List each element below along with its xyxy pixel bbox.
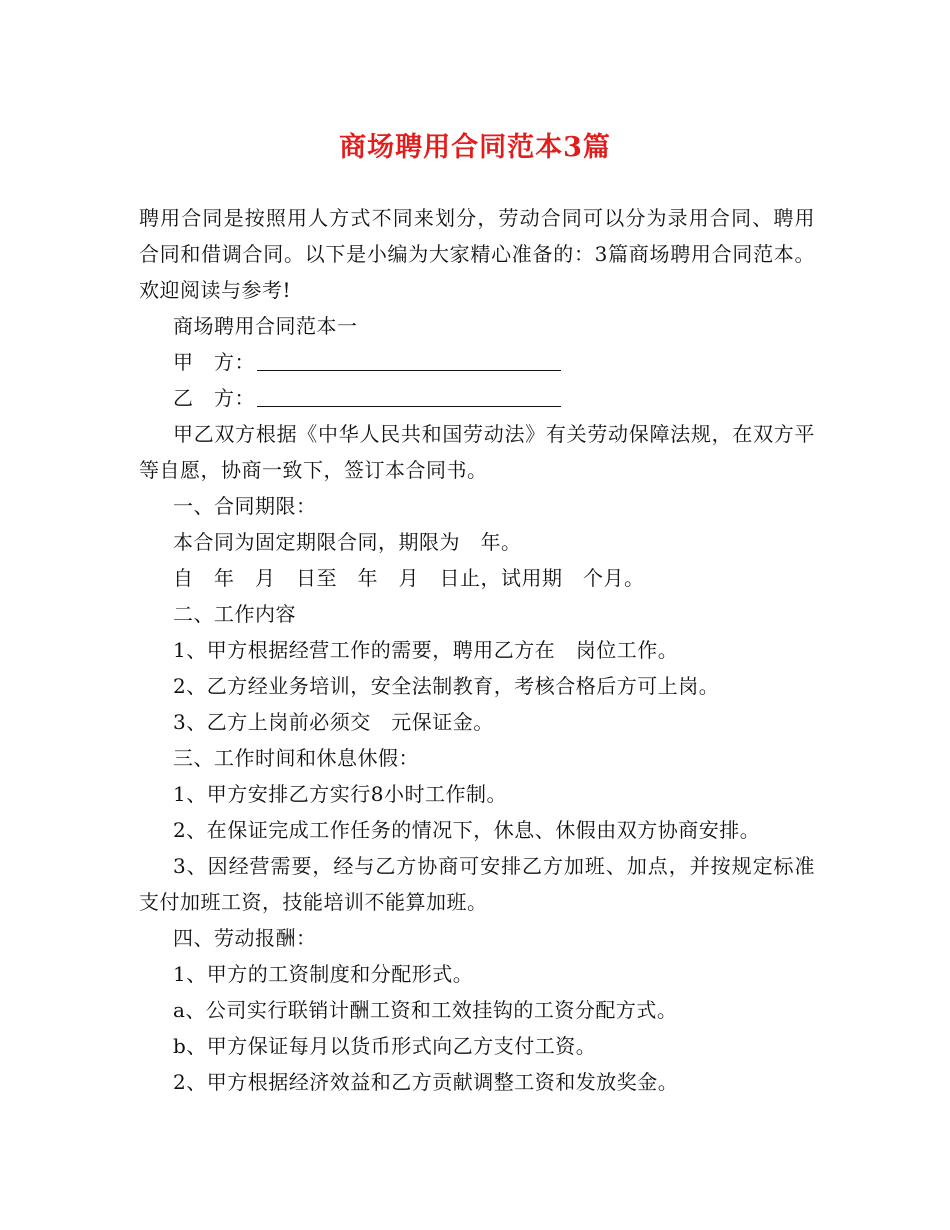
clause-line: 1、甲方的工资制度和分配形式。 [173,962,474,986]
preamble-text: 甲乙双方根据《中华人民共和国劳动法》有关劳动保障法规，在双方平等自愿，协商一致下，签订本合同书。 [139,422,815,482]
clause-line: 自 年 月 日至 年 月 日止，试用期 个月。 [173,566,645,590]
party-b-label: 乙 方： [173,386,255,410]
document-body [139,200,815,1100]
clause-line: 一、合同期限： [173,494,317,518]
party-a-label: 甲 方： [173,350,255,374]
clause-line: 本合同为固定期限合同，期限为 年。 [173,530,522,554]
clause-line: 1、甲方根据经营工作的需要，聘用乙方在 岗位工作。 [173,638,679,662]
party-b-blank-field [257,386,561,407]
party-a-line [139,344,815,380]
clause-text: 3、因经营需要，经与乙方协商可安排乙方加班、加点，并按规定标准支付加班工资，技能培训不能算加班。 [139,854,815,914]
section-heading: 商场聘用合同范本一 [173,314,358,338]
clause-line: 三、工作时间和休息休假： [173,746,419,770]
clause-paragraph [139,848,815,920]
clause-line: 1、甲方安排乙方实行8小时工作制。 [173,782,507,806]
intro-paragraph: 聘用合同是按照用人方式不同来划分，劳动合同可以分为录用合同、聘用合同和借调合同。以下是小编为大家精心准备的：3篇商场聘用合同范本。欢迎阅读与参考! [139,206,815,302]
clause-line: 二、工作内容 [173,602,296,626]
clause-line: 3、乙方上岗前必须交 元保证金。 [173,710,494,734]
clause-line: 2、甲方根据经济效益和乙方贡献调整工资和发放奖金。 [173,1070,679,1094]
clause-line: 2、在保证完成工作任务的情况下，休息、休假由双方协商安排。 [173,818,761,842]
clause-line: 四、劳动报酬： [173,926,317,950]
clause-line: b、甲方保证每月以货币形式向乙方支付工资。 [173,1034,597,1058]
document-title: 商场聘用合同范本3篇 [339,132,611,163]
party-b-line [139,380,815,416]
party-a-blank-field [257,350,561,371]
clause-line: 2、乙方经业务培训，安全法制教育，考核合格后方可上岗。 [173,674,720,698]
clause-line: a、公司实行联销计酬工资和工效挂钩的工资分配方式。 [173,998,678,1022]
preamble-paragraph [139,416,815,488]
